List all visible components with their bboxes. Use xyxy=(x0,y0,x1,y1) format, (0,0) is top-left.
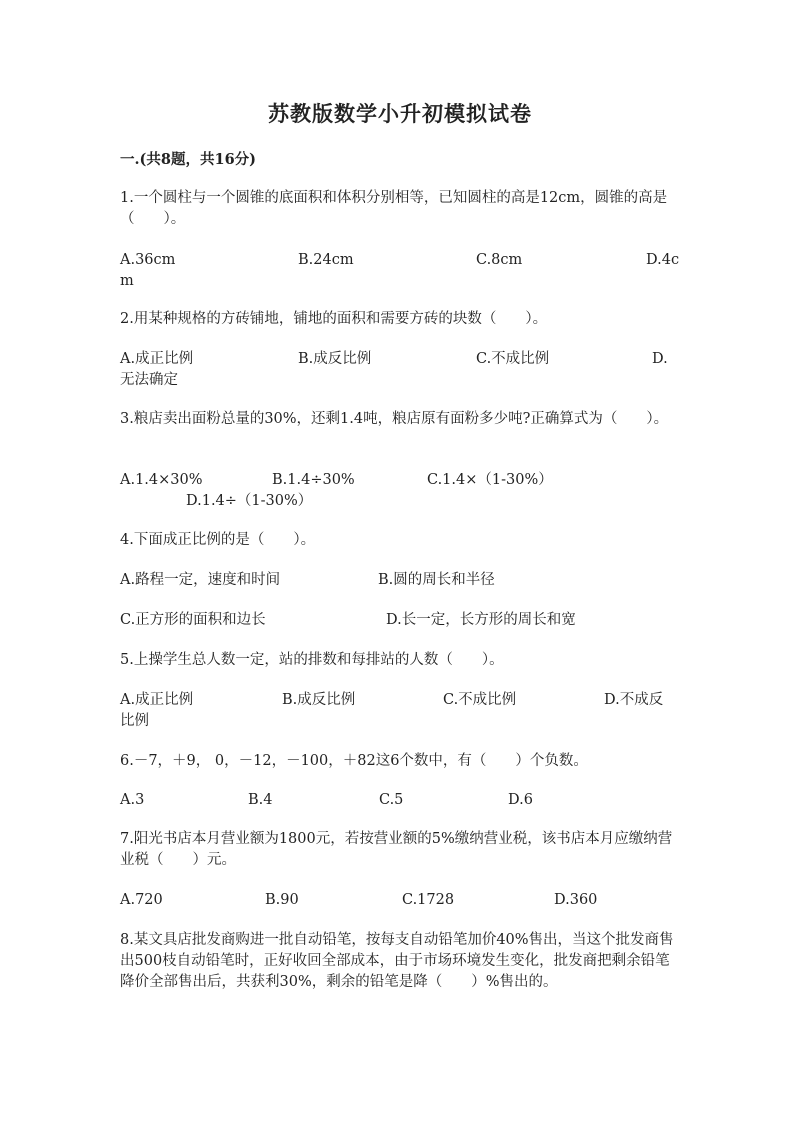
option-a[interactable]: A.成正比例 xyxy=(120,351,194,367)
option-d-wrap: 无法确定 xyxy=(120,372,178,388)
question-5-options xyxy=(120,690,675,732)
option-b[interactable]: B.24cm xyxy=(298,252,354,268)
question-4-options-row1 xyxy=(120,570,675,612)
option-c[interactable]: C.1.4×（1-30%） xyxy=(427,472,553,488)
question-6-stem: 6.－7，＋9， 0，－12，－100，＋82这6个数中，有（ ）个负数。 xyxy=(120,753,588,769)
option-b[interactable]: B.成反比例 xyxy=(298,351,372,367)
page-title: 苏教版数学小升初模拟试卷 xyxy=(268,101,532,126)
option-a[interactable]: A.路程一定，速度和时间 xyxy=(120,572,281,588)
question-3-stem: 3.粮店卖出面粉总量的30%，还剩1.4吨，粮店原有面粉多少吨?正确算式为（ ）。 xyxy=(120,411,669,427)
section-header: 一.(共8题，共16分) xyxy=(120,151,257,168)
question-2-stem: 2.用某种规格的方砖铺地，铺地的面积和需要方砖的块数（ ）。 xyxy=(120,311,548,327)
option-d[interactable]: D.6 xyxy=(508,792,533,808)
question-4-options-row2 xyxy=(120,610,675,652)
question-8-stem: 8.某文具店批发商购进一批自动铅笔，按每支自动铅笔加价40%售出，当这个批发商售出500枝自动铅笔时，正好收回全部成本，由于市场环境发生变化，批发商把剩余铅笔降价全部售出后，共获利30%，剩余的铅笔是降（ ）%售出的。 xyxy=(120,932,674,990)
option-a[interactable]: A.成正比例 xyxy=(120,692,194,708)
option-d[interactable]: D.360 xyxy=(554,892,598,908)
question-7-options xyxy=(120,890,675,932)
question-4-stem: 4.下面成正比例的是（ ）。 xyxy=(120,532,316,548)
option-a[interactable]: A.1.4×30% xyxy=(120,472,203,488)
option-c[interactable]: C.不成比例 xyxy=(443,692,517,708)
question-1-options xyxy=(120,250,680,292)
question-3-options xyxy=(120,470,675,512)
option-d-wrap: m xyxy=(120,273,134,289)
option-a[interactable]: A.36cm xyxy=(120,252,176,268)
option-c[interactable]: C.5 xyxy=(379,792,404,808)
option-d[interactable]: D. xyxy=(652,351,668,367)
option-b[interactable]: B.成反比例 xyxy=(282,692,356,708)
option-b[interactable]: B.4 xyxy=(248,792,273,808)
option-c[interactable]: C.正方形的面积和边长 xyxy=(120,612,266,628)
question-6-options xyxy=(120,790,675,832)
option-d[interactable]: D.4c xyxy=(646,252,680,268)
question-7-stem: 7.阳光书店本月营业额为1800元，若按营业额的5%缴纳营业税，该书店本月应缴纳营业税（ ）元。 xyxy=(120,831,673,868)
option-d[interactable]: D.1.4÷（1-30%） xyxy=(186,493,313,509)
option-d[interactable]: D.长一定，长方形的周长和宽 xyxy=(386,612,576,628)
option-d-wrap: 比例 xyxy=(120,713,149,729)
question-5-stem: 5.上操学生总人数一定，站的排数和每排站的人数（ ）。 xyxy=(120,652,504,668)
question-2-options xyxy=(120,349,675,391)
option-c[interactable]: C.8cm xyxy=(476,252,523,268)
option-b[interactable]: B.圆的周长和半径 xyxy=(378,572,495,588)
option-c[interactable]: C.不成比例 xyxy=(476,351,550,367)
option-b[interactable]: B.90 xyxy=(265,892,299,908)
option-d[interactable]: D.不成反 xyxy=(604,692,664,708)
option-b[interactable]: B.1.4÷30% xyxy=(272,472,355,488)
option-c[interactable]: C.1728 xyxy=(402,892,455,908)
question-1-stem: 1.一个圆柱与一个圆锥的底面积和体积分别相等，已知圆柱的高是12cm，圆锥的高是（ ）。 xyxy=(120,190,668,227)
option-a[interactable]: A.3 xyxy=(120,792,145,808)
option-a[interactable]: A.720 xyxy=(120,892,163,908)
